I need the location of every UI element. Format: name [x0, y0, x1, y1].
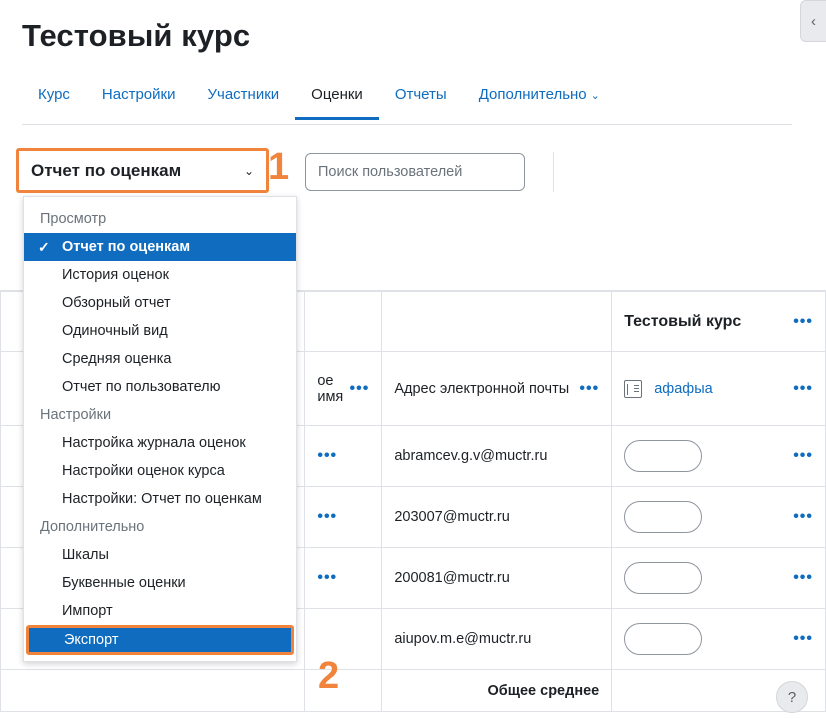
tab-nastroiki-label: Настройки: [101, 86, 176, 103]
search-input[interactable]: [305, 153, 525, 191]
dropdown-item-otchet-po-polzovatelyu[interactable]: Отчет по пользователю: [62, 379, 221, 395]
tab-kurs[interactable]: [22, 80, 86, 117]
dropdown-item-shkaly[interactable]: Шкалы: [62, 547, 109, 563]
dropdown-item-eksport[interactable]: Экспорт: [26, 625, 294, 655]
row-menu-cell: [305, 426, 382, 487]
chevron-down-icon: ⌄: [243, 163, 254, 178]
chevron-down-icon: ⌄: [590, 90, 600, 102]
row-menu-cell: [305, 609, 382, 670]
row-menu-dots-icon[interactable]: •••: [317, 569, 338, 586]
header-col-activity: [612, 352, 826, 426]
page-title: Тестовый курс: [22, 18, 251, 53]
dropdown-item-nastroiki-ocenok-kursa[interactable]: Настройки оценок курса: [62, 463, 225, 479]
tab-nastroiki[interactable]: [86, 80, 192, 117]
tab-uchastniki[interactable]: [191, 80, 295, 117]
help-button[interactable]: ?: [776, 681, 808, 713]
activity-item: [624, 380, 713, 398]
tab-otchety-label: Отчеты: [394, 86, 447, 103]
header-course-cell: [612, 292, 826, 352]
dropdown-item-import[interactable]: Импорт: [62, 603, 113, 619]
row-grade-cell: [612, 548, 826, 609]
row-grade-cell: [612, 609, 826, 670]
header-blank-b: [305, 292, 382, 352]
grade-input[interactable]: [624, 501, 702, 533]
row-email: 203007@muctr.ru: [382, 487, 612, 548]
name-menu-dots-icon[interactable]: •••: [349, 379, 370, 397]
report-dropdown-menu: [23, 196, 297, 662]
row-menu-dots-icon[interactable]: •••: [317, 508, 338, 525]
grade-input[interactable]: [624, 623, 702, 655]
annotation-marker-1: 1: [268, 146, 290, 188]
avg-blank-b: [305, 670, 382, 712]
header-col-name: [305, 352, 382, 426]
activity-link[interactable]: афафыа: [654, 380, 713, 397]
row-email: abramcev.g.v@muctr.ru: [382, 426, 612, 487]
table-average-row: [1, 670, 826, 712]
annotation-marker-2: 2: [318, 655, 340, 697]
row-menu-cell: [305, 548, 382, 609]
grade-input[interactable]: [624, 562, 702, 594]
row-grade-cell: [612, 426, 826, 487]
course-nav: [22, 80, 792, 125]
avg-label: Общее среднее: [382, 670, 612, 712]
tab-dopolnitelno-label: Дополнительно: [478, 86, 587, 103]
row-email: aiupov.m.e@muctr.ru: [382, 609, 612, 670]
tab-kurs-label: Курс: [38, 86, 70, 103]
tab-dopolnitelno[interactable]: [463, 80, 616, 117]
dropdown-group-nastroiki: Настройки: [40, 407, 112, 423]
tab-ocenki[interactable]: [295, 80, 379, 120]
dropdown-item-istoriya-ocenok[interactable]: История оценок: [62, 267, 169, 283]
tab-otchety[interactable]: [379, 80, 463, 117]
report-selector[interactable]: [16, 148, 269, 193]
tab-ocenki-label: Оценки: [311, 86, 363, 103]
header-col-name-label: ое имя: [317, 372, 344, 405]
dropdown-group-dopolnitelno: Дополнительно: [40, 519, 145, 535]
course-menu-dots-icon[interactable]: •••: [793, 312, 813, 330]
row-email: 200081@muctr.ru: [382, 548, 612, 609]
dropdown-item-bukvennye-ocenki[interactable]: Буквенные оценки: [62, 575, 186, 591]
dropdown-item-otchet-po-ocenkam[interactable]: ✓ Отчет по оценкам: [24, 233, 296, 261]
row-menu-cell: [305, 487, 382, 548]
email-menu-dots-icon[interactable]: •••: [579, 379, 600, 397]
assignment-icon: [624, 380, 642, 398]
dropdown-item-nastroiki-otchet-po-ocenkam[interactable]: Настройки: Отчет по оценкам: [62, 491, 262, 507]
dropdown-item-odinochny-vid[interactable]: Одиночный вид: [62, 323, 168, 339]
dropdown-item-nastroika-zhurnala[interactable]: Настройка журнала оценок: [62, 435, 246, 451]
header-course-label: Тестовый курс: [624, 312, 742, 330]
grade-menu-dots-icon[interactable]: •••: [793, 447, 813, 464]
drawer-toggle-icon[interactable]: ‹: [800, 0, 826, 42]
grade-menu-dots-icon[interactable]: •••: [793, 630, 813, 647]
header-col-email: [382, 352, 612, 426]
dropdown-item-obzorny-otchet[interactable]: Обзорный отчет: [62, 295, 171, 311]
avg-blank-a: [1, 670, 305, 712]
row-grade-cell: [612, 487, 826, 548]
tab-uchastniki-label: Участники: [207, 86, 280, 103]
toolbar-divider: [553, 152, 554, 192]
report-selector-label: Отчет по оценкам: [31, 160, 182, 180]
activity-menu-dots-icon[interactable]: •••: [793, 379, 813, 397]
dropdown-item-srednyaya-ocenka[interactable]: Средняя оценка: [62, 351, 172, 367]
grade-menu-dots-icon[interactable]: •••: [793, 569, 813, 586]
dropdown-group-prosmotr: Просмотр: [40, 211, 107, 227]
grade-input[interactable]: [624, 440, 702, 472]
row-menu-dots-icon[interactable]: •••: [317, 447, 338, 464]
header-blank-c: [382, 292, 612, 352]
header-col-email-label: Адрес электронной почты: [394, 380, 570, 397]
grade-menu-dots-icon[interactable]: •••: [793, 508, 813, 525]
